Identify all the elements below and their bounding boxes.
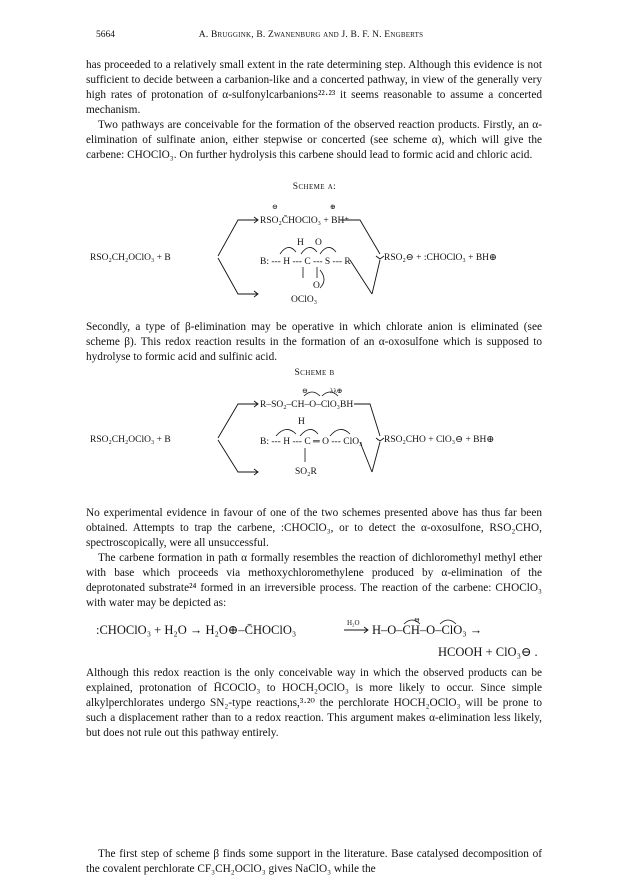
beta-upper-return (354, 404, 380, 436)
carbene-water-equation (0, 618, 629, 668)
alpha-transition-state: B: --- H --- C --- S --- R (260, 257, 351, 267)
beta-merge-arrowhead (376, 438, 384, 441)
alpha-upper-intermediate: RSO₂C̄HOClO₃ + BH⁺ (260, 216, 350, 226)
page-header (96, 30, 526, 44)
equation-diagram (0, 618, 629, 664)
beta-upper-anion-charge: ⊖ (302, 387, 308, 395)
scheme-beta-diagram (0, 382, 629, 500)
alpha-reactant: RSO₂CH₂OClO₃ + B (90, 253, 171, 263)
equation-arrow-label: H₂O (347, 619, 360, 627)
beta-upper-intermediate: R–SO₂–CH–O–ClO₃BH (260, 400, 354, 410)
paragraph-3: Secondly, a type of β-elimination may be operative in which chlorate anion is eliminated (see scheme β). This redox reaction results in the formation of an α-oxosulfone which is supposed to hydrolyse to formic acid and sulfinic acid. (86, 321, 542, 363)
beta-reactant: RSO₂CH₂OClO₃ + B (90, 435, 171, 445)
alpha-curved-arrow-3 (320, 247, 336, 254)
beta-curved-arrow-3 (276, 429, 296, 436)
alpha-upper-cation-charge: ⊕ (330, 203, 336, 211)
scheme-alpha (0, 196, 629, 320)
alpha-ts-o-top: O (315, 238, 322, 248)
scheme-alpha-title: Scheme α: (292, 182, 337, 192)
alpha-ts-o-bottom: O (313, 281, 320, 291)
paragraph-6: Although this redox reaction is the only conceivable way in which the observed products can be explained, protonation of H̄COClO₃ to HOCH₂OClO₃ is more likely to occur. Since simple alkylperchlorates undergo SN₂-type reactions,³·²⁰ the perchlorate HOCH₂OClO₃ will be prone to such a displacement rather than to a redox reaction. This argument makes α-elimination less likely, but does not rule out this pathway entirely. (86, 667, 542, 739)
beta-lower-return (360, 442, 372, 472)
beta-ts-h: H (298, 417, 305, 427)
beta-upper-cation-charge: λλ⊕ (330, 387, 343, 395)
beta-merge-line (372, 442, 380, 472)
equation-lhs: :CHOClO₃ + H₂O → H₂O⊕–C̄HOClO₃ (96, 623, 297, 637)
beta-curved-arrow-5 (330, 429, 350, 436)
equation-anion-mark: ⊖ (414, 618, 420, 624)
alpha-ts-h: H (297, 238, 304, 248)
page-number: 5664 (96, 30, 115, 40)
beta-transition-state: B: --- H --- C ═ O --- ClO₃ (260, 437, 363, 447)
beta-upper-path (218, 404, 258, 438)
beta-products: RSO₂CHO + ClO₃⊖ + BH⊕ (384, 435, 495, 445)
alpha-lower-path (218, 258, 258, 294)
scheme-alpha-diagram (0, 196, 629, 320)
beta-ts-so2r: SO₂R (295, 467, 317, 477)
alpha-merge-line (372, 260, 380, 294)
equation-result: HCOOH + ClO₃⊖ . (438, 645, 538, 659)
alpha-products: RSO₂⊖ + :CHOClO₃ + BH⊕ (384, 253, 497, 263)
paragraph-2: Two pathways are conceivable for the formation of the observed reaction products. Firstly, an α-elimination of sulfinate anion, either stepwise or concerted (see scheme α), which will give the carbene: CHOClO₃. On further hydrolysis this carbene should lead to formic acid and chloric acid. (86, 119, 542, 161)
beta-lower-path (218, 440, 258, 472)
alpha-upper-path (218, 220, 258, 256)
alpha-curved-arrow-4 (320, 270, 324, 288)
alpha-merge-arrowhead (376, 256, 384, 259)
alpha-curved-arrow-1 (280, 247, 296, 254)
alpha-curved-arrow-2 (301, 247, 317, 254)
alpha-upper-anion-charge: ⊖ (272, 203, 278, 211)
beta-curved-arrow-4 (300, 429, 318, 436)
running-head: A. Bruggink, B. Zwanenburg and J. B. F. N. Engberts (198, 30, 424, 40)
scheme-beta (0, 382, 629, 500)
alpha-lower-return (350, 260, 372, 294)
paragraph-5: The carbene formation in path α formally resembles the reaction of dichloromethyl methyl ether with base which proceeds via methoxychloromethylene produced by α-elimination of the deprotonated substrate²⁴ formed in an irreversible process. The reaction of the carbene: CHOClO₃ with water may be depicted as: (86, 552, 542, 609)
paragraph-4: No experimental evidence in favour of one of the two schemes presented above has thus far been obtained. Attempts to trap the carbene, :CHOClO₃, or to detect the α-oxosulfone, RSO₂CHO, spectroscopically, were all unsuccessful. (86, 507, 542, 549)
equation-rhs: H–O–CH–O–ClO₃ → (372, 623, 483, 637)
paragraph-7: The first step of scheme β finds some support in the literature. Base catalysed decomposition of the covalent perchlorate CF₃CH₂OClO₃ gives NaClO₃ while the (86, 848, 542, 875)
alpha-ts-oclo3: OClO₃ (291, 295, 318, 305)
scheme-beta-title: Scheme β (294, 368, 335, 378)
paragraph-1: has proceeded to a relatively small extent in the rate determining step. Although this evidence is not sufficient to decide between a carbanion-like and a concerted pathway, in view of the generally very high rates of protonation of α-sulfonylcarbanions²²·²³ it seems reasonable to assume a concerted mechanism. (86, 59, 542, 116)
